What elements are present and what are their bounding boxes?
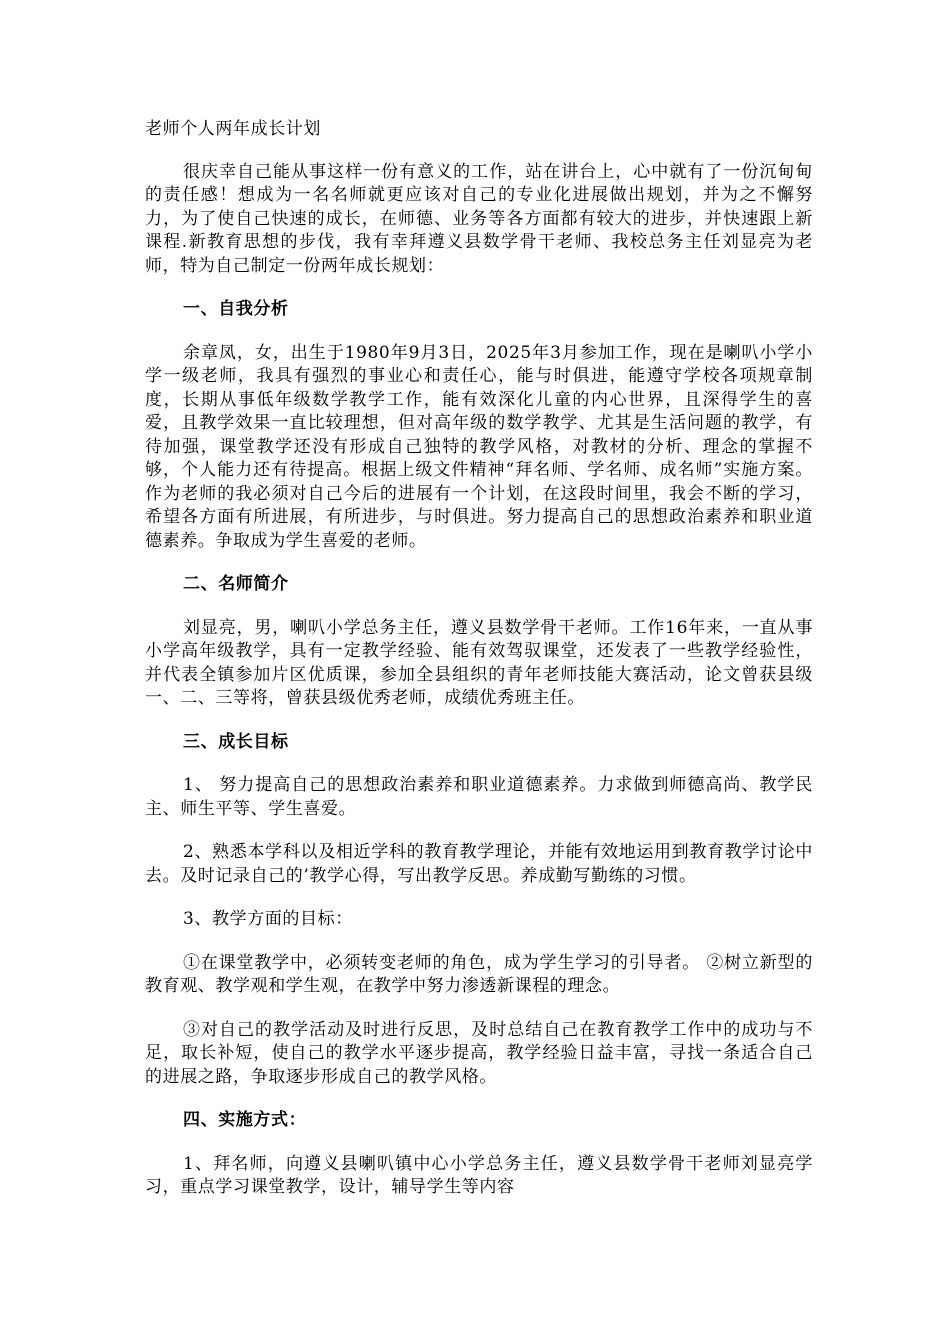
document-title: 老师个人两年成长计划	[145, 119, 321, 139]
growth-goal-item-1: 1、 努力提高自己的思想政治素养和职业道德素养。力求做到师德高尚、教学民主、师生平等、学生喜爱。	[145, 775, 813, 819]
growth-goal-item-3: 3、教学方面的目标：	[183, 909, 353, 929]
intro-paragraph: 很庆幸自己能从事这样一份有意义的工作，站在讲台上，心中就有了一份沉甸甸的责任感！想成为一名名师就更应该对自己的专业化进展做出规划，并为之不懈努力，为了使自己快速的成长，在师德、业务等各方面都有较大的进步，并快速跟上新课程.新教育思想的步伐，我有幸拜遵义县数学骨干老师、我校总务主任刘显亮为老师，特为自己制定一份两年成长规划：	[145, 161, 813, 276]
teaching-goal-sub-2: ③对自己的教学活动及时进行反思，及时总结自己在教育教学工作中的成功与不足，取长补短，使自己的教学水平逐步提高，教学经验日益丰富，寻找一条适合自己的进展之路，争取逐步形成自己的教学风格。	[145, 1019, 813, 1087]
mentor-intro-paragraph: 刘显亮，男，喇叭小学总务主任，遵义县数学骨干老师。工作16年来，一直从事小学高年级教学，具有一定教学经验、能有效驾驭课堂，还发表了一些教学经验性，并代表全镇参加片区优质课，参加全县组织的青年老师技能大赛活动，论文曾获县级一、二、三等将，曾获县级优秀老师，成绩优秀班主任。	[145, 617, 813, 708]
section-heading-self-analysis: 一、自我分析	[183, 299, 289, 319]
self-analysis-paragraph: 余章凤，女，出生于1980年9月3日，2025年3月参加工作，现在是喇叭小学小学一级老师，我具有强烈的事业心和责任心，能与时俱进，能遵守学校各项规章制度，长期从事低年级数学教学工作，能有效深化儿童的内心世界，且深得学生的喜爱，且教学效果一直比较理想，但对高年级的数学教学、尤其是生活问题的教学，有待加强，课堂教学还没有形成自己独特的教学风格，对教材的分析、理念的掌握不够，个人能力还有待提高。根据上级文件精神“拜名师、学名师、成名师”实施方案。作为老师的我必须对自己今后的进展有一个计划，在这段时间里，我会不断的学习，希望各方面有所进展，有所进步，与时俱进。努力提高自己的思想政治素养和职业道德素养。争取成为学生喜爱的老师。	[145, 342, 813, 551]
section-heading-growth-goals: 三、成长目标	[183, 731, 289, 752]
section-heading-mentor-intro: 二、名师简介	[183, 574, 289, 594]
implementation-item-1: 1、拜名师，向遵义县喇叭镇中心小学总务主任，遵义县数学骨干老师刘显亮学习，重点学习课堂教学，设计，辅导学生等内容	[145, 1153, 813, 1197]
section-heading-implementation: 四、实施方式：	[183, 1110, 307, 1130]
growth-goal-item-2: 2、熟悉本学科以及相近学科的教育教学理论，并能有效地运用到教育教学讨论中去。及时记录自己的’教学心得，写出教学反思。养成勤写勤练的习惯。	[145, 842, 813, 886]
teaching-goal-sub-1: ①在课堂教学中，必须转变老师的角色，成为学生学习的引导者。 ②树立新型的教育观、教学观和学生观，在教学中努力渗透新课程的理念。	[145, 952, 813, 996]
document-page	[145, 118, 813, 1220]
